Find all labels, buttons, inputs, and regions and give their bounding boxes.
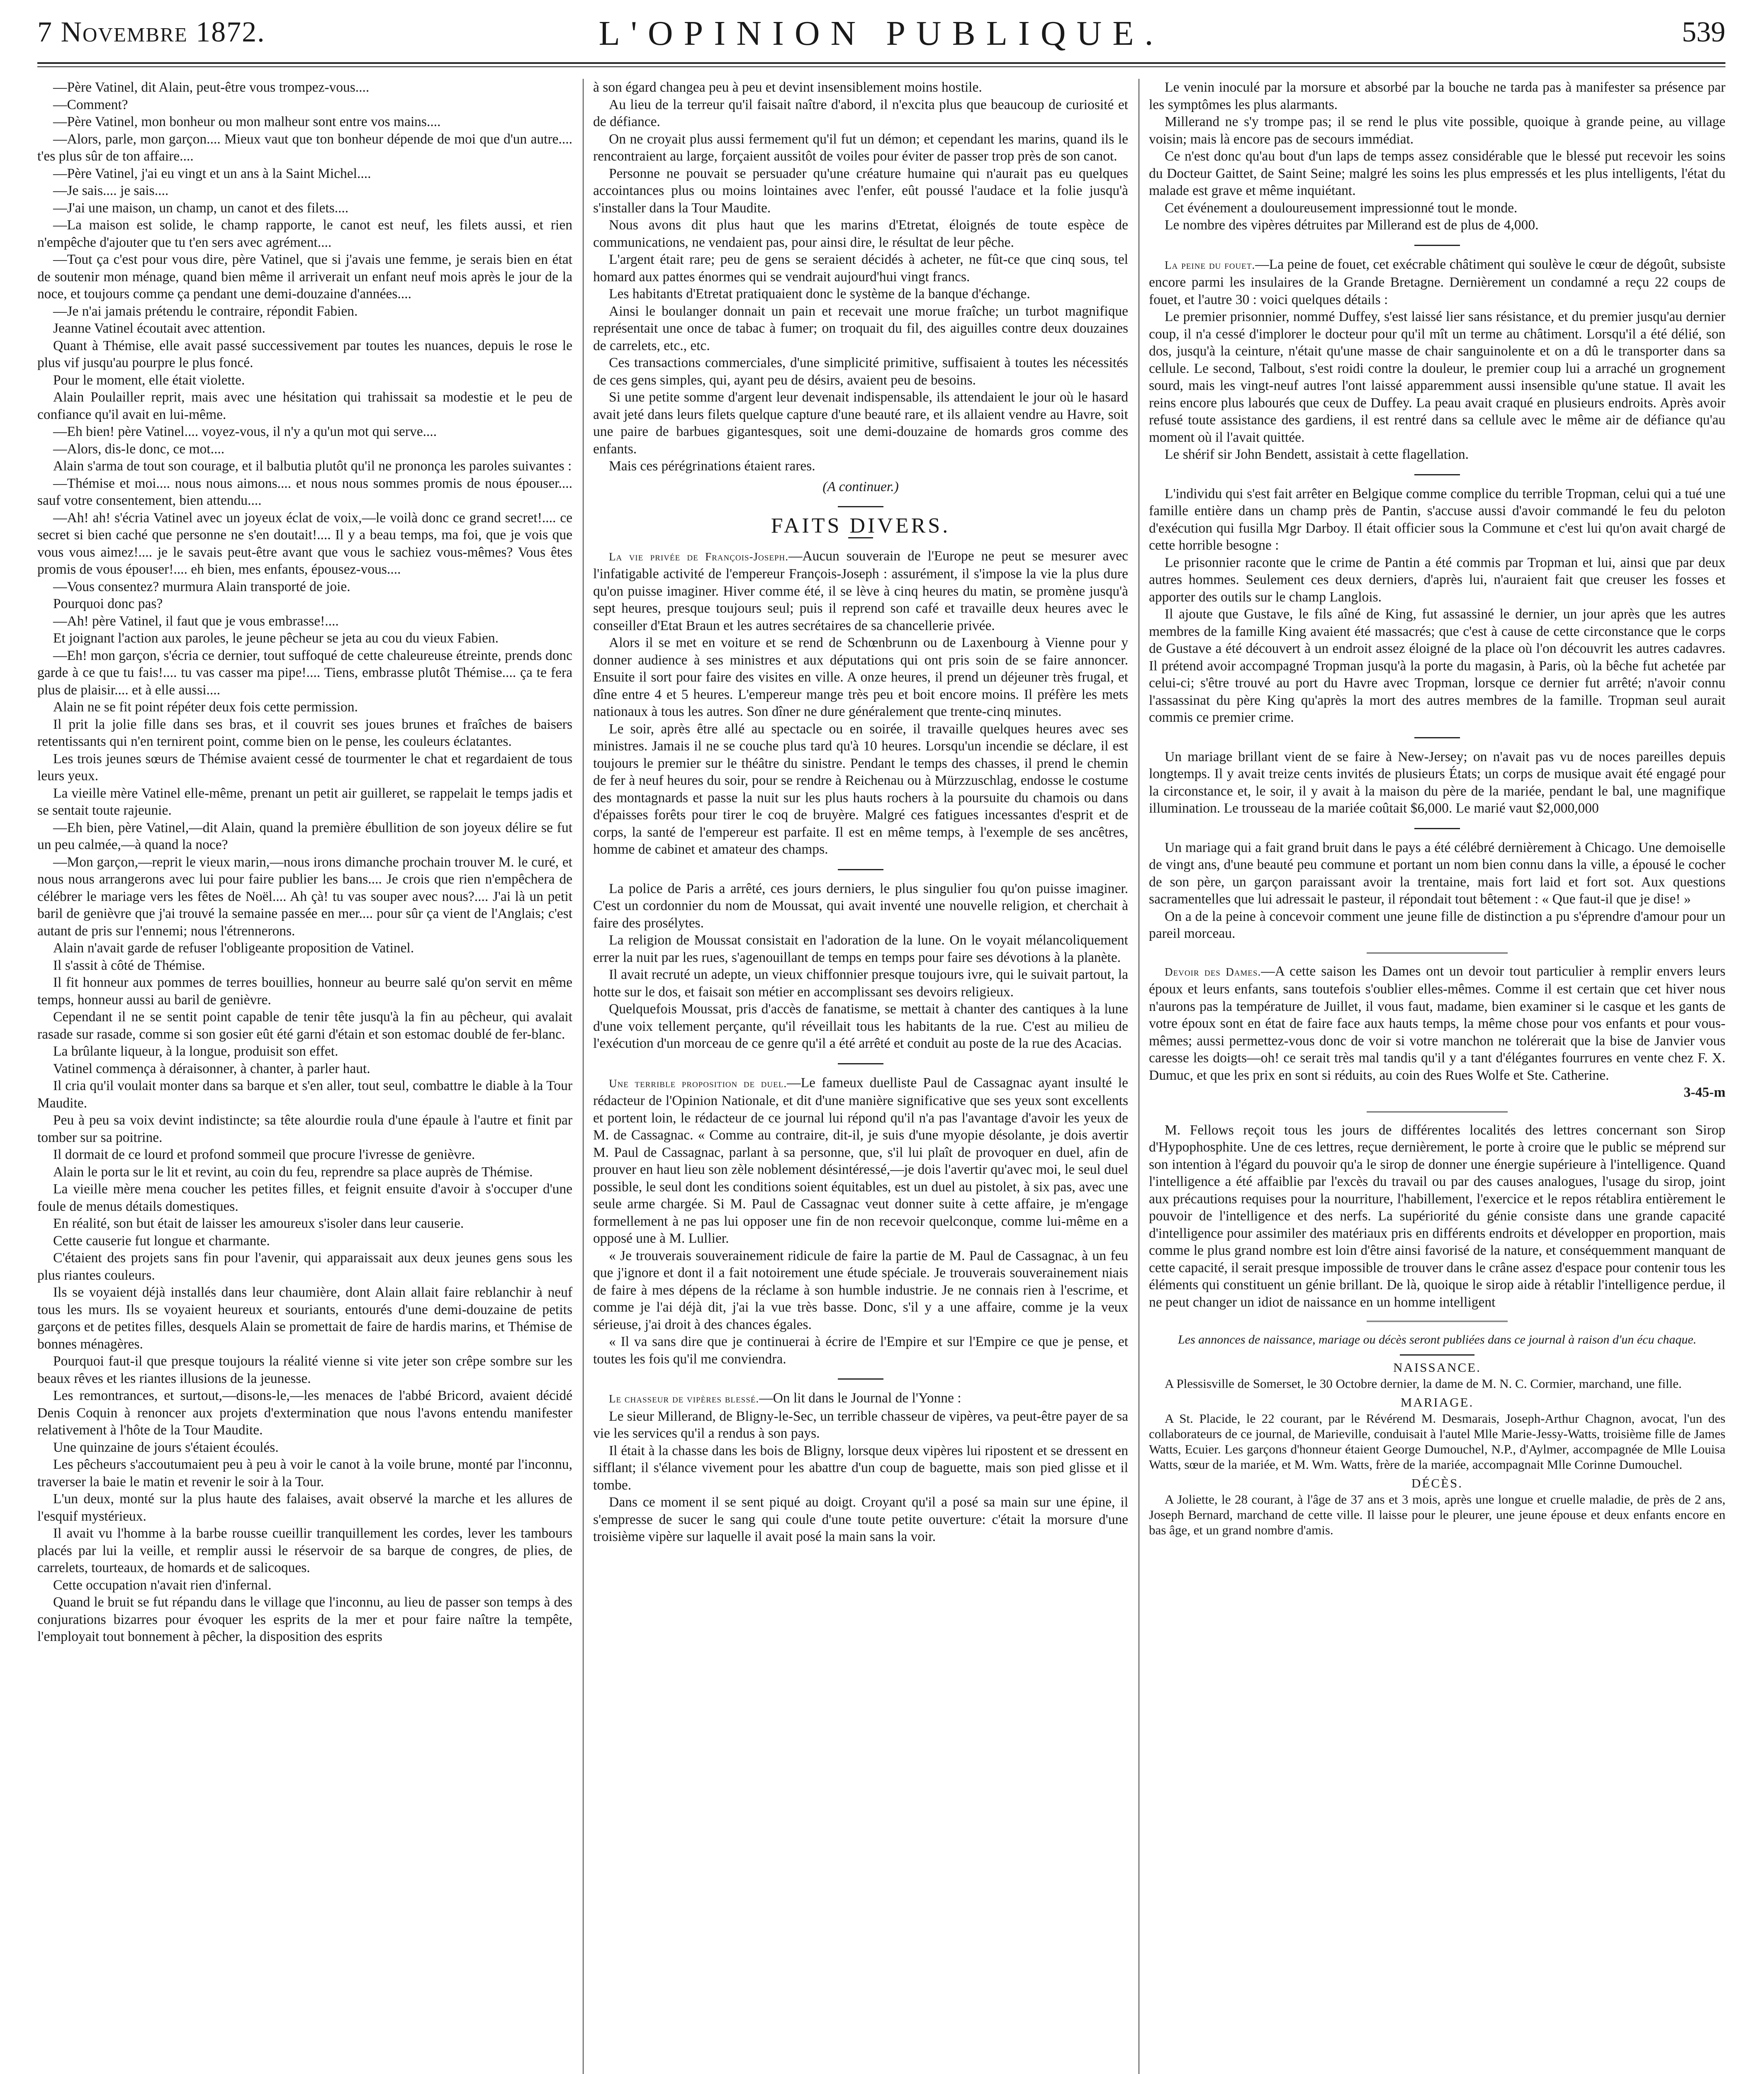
paragraph: —Ah! ah! s'écria Vatinel avec un joyeux éclat de voix,—le voilà donc ce grand secret!.... ce secret si bien caché que personne ne s'en doutait!.... Il y a beau temps, ma foi, que je vois que vous vous aimez!.... je le savais peut-être avant que vous le sachiez vous-mêmes? Vous êtes promis de vous épouser!.... eh bien, mes enfants, épousez-vous.... [37,510,572,577]
paragraph: Il était à la chasse dans les bois de Bligny, lorsque deux vipères lui ripostent et se dressent en sifflant; il s'élance vivement pour les abattre d'un coup de baguette, mais son pied glisse et il tombe. [593,1443,1128,1493]
paragraph: Les pêcheurs s'accoutumaient peu à peu à voir le canot à la voile brune, monté par l'inconnu, traverser la baie le matin et revenir le soir à la Tour. [37,1457,572,1490]
item-title: La peine du fouet. [1165,258,1255,271]
paragraph: Les habitants d'Etretat pratiquaient donc le système de la banque d'échange. [609,286,1030,302]
paragraph: L'individu qui s'est fait arrêter en Belgique comme complice du terrible Tropman, celui qui a tué une famille entière dans un champ près de Pantin, s'accuse aussi d'avoir commandé le feu du peloton d'exécution qui fusilla Mgr Darboy. Il était officier sous la Commune et c'est lui qu'on avait chargé de cette horrible besogne : [1149,486,1725,553]
item-separator [1367,1321,1508,1322]
paragraph: Il avait vu l'homme à la barbe rousse cueillir tranquillement les cordes, lever les tambours placés par lui la veille, et remplir aussi le réservoir de sa barque de congres, de plies, de carrelets, tourteaux, de homards et de salicoques. [37,1526,572,1575]
item-title: Une terrible proposition de duel. [609,1077,787,1090]
paragraph: Le soir, après être allé au spectacle ou en soirée, il travaille quelques heures avec ses ministres. Jamais il ne se couche plus tard qu'à 10 heures. Lorsqu'un incendie se déclare, il est toujours le premier sur le théâtre du sinistre. Pendant le temps des chasses, il prend le chemin de fer à neuf heures du soir, pour se rendre à Reichenau ou à Mürzzuschlag, endosse le costume des montagnards et passe la nuit sur les plus hauts rochers à la poursuite du chamois ou dans d'épaisses forêts pour tirer le coq de bruyère. Malgré ces fatigues incessantes d'esprit et de corps, la santé de l'empereur est parfaite. Il est en même temps, à l'exemple de ses ancêtres, homme de cabinet et amateur des champs. [593,721,1128,857]
paragraph: On ne croyait plus aussi fermement qu'il fut un démon; et cependant les marins, quand ils le rencontraient au large, forçaient aussitôt de voiles pour éviter de passer trop près de son canot. [593,131,1128,164]
birth-notice: A Plessisville de Somerset, le 30 Octobre dernier, la dame de M. N. C. Cormier, marchand, une fille. [1165,1376,1682,1391]
paragraph: Au lieu de la terreur qu'il faisait naître d'abord, il n'excita plus que beaucoup de curiosité et de défiance. [593,97,1128,129]
paragraph: « Je trouverais souverainement ridicule de faire la partie de M. Paul de Cassagnac, à un feu que j'ignore et dont il a fait notoirement une étude spéciale. Je trouverais souverainement niais de faire à mes dépens de la réclame à son humble industrie. Je ne connais rien à l'escrime, et comme je l'ai déjà dit, j'ai la vue très basse. Donc, s'il y a une affaire, comme je la veux sérieuse, j'ai droit à des chances égales. [593,1248,1128,1332]
paragraph: —Eh bien! père Vatinel.... voyez-vous, il n'y a qu'un mot qui serve.... [53,424,437,439]
paragraph: Quant à Thémise, elle avait passé successivement par toutes les nuances, depuis le rose le plus vif jusqu'au pourpre le plus foncé. [37,338,572,370]
paragraph: Quelquefois Moussat, pris d'accès de fanatisme, se mettait à chanter des cantiques à la lune d'une voix tellement perçante, qu'il réveillait tous les habitants de la rue. C'est au milieu de l'exécution d'un morceau de ce genre qu'il a été arrêté et conduit au poste de la rue des Acacias. [593,1001,1128,1051]
item-title: Devoir des Dames. [1165,965,1261,978]
paragraph: —Comment? [53,97,128,112]
paragraph: Le shérif sir John Bendett, assistait à cette flagellation. [1165,447,1469,462]
paragraph: En réalité, son but était de laisser les amoureux s'isoler dans leur causerie. [53,1216,464,1231]
page-number: 539 [1682,16,1725,48]
paragraph: Alain s'arma de tout son courage, et il balbutia plutôt qu'il ne prononça les paroles suivantes : [53,458,572,474]
paragraph: Ces transactions commerciales, d'une simplicité primitive, suffisaient à toutes les nécessités de ces gens simples, qui, ayant peu de désirs, avaient peu de besoins. [593,355,1128,388]
item-text: —On lit dans le Journal de l'Yonne : [759,1390,961,1406]
paragraph: Cette causerie fut longue et charmante. [53,1233,270,1249]
paragraph: Il prit la jolie fille dans ses bras, et il couvrit ses joues brunes et fraîches de baisers retentissants qui n'en ternirent point, comme bien on le pense, les couleurs éclatantes. [37,716,572,749]
item-separator [838,1378,883,1380]
item-text: —Aucun souverain de l'Europe ne peut se mesurer avec l'infatigable activité de l'empereur François-Joseph : assurément, il s'impose la vie la plus dure qu'on puisse imaginer. Hiver comme été, il se lève à cinq heures du matin, se promène jusqu'à sept heures, presque toujours seul; puis il reprend son café et travaille deux heures avec le conseiller d'Etat Braun et les autres secrétaires de sa chancellerie privée. [593,548,1128,633]
paragraph: La vieille mère Vatinel elle-même, prenant un petit air guilleret, se rappelait le temps jadis et se sentait toute rajeunie. [37,785,572,818]
item-separator [1367,952,1508,954]
paragraph: On a de la peine à concevoir comment une jeune fille de distinction a pu s'éprendre d'amour pour un pareil morceau. [1149,908,1725,941]
paragraph: La religion de Moussat consistait en l'adoration de la lune. On le voyait mélancoliquement errer la nuit par les rues, s'agenouillant de temps en temps pour faire ses dévotions à la planète. [593,932,1128,965]
paragraph: Pourquoi donc pas? [53,596,163,611]
column-divider [583,79,584,2074]
paragraph: —Vous consentez? murmura Alain transporté de joie. [53,579,350,594]
births-heading: NAISSANCE. [1393,1360,1481,1375]
paragraph: Jeanne Vatinel écoutait avec attention. [53,321,265,336]
paragraph: Il dormait de ce lourd et profond sommeil que procure l'ivresse de genièvre. [53,1147,475,1162]
paragraph: à son égard changea peu à peu et devint insensiblement moins hostile. [593,80,982,95]
paragraph: —Père Vatinel, j'ai eu vingt et un ans à la Saint Michel.... [53,166,371,181]
section-separator [838,506,883,507]
paragraph: —Père Vatinel, dit Alain, peut-être vous trompez-vous.... [53,80,370,95]
newspaper-title: L'OPINION PUBLIQUE. [599,14,1164,53]
paragraph: —Ah! père Vatinel, il faut que je vous embrasse!.... [53,613,339,629]
issue-date: 7 Novembre 1872. [37,16,265,48]
deaths-heading: DÉCÈS. [1411,1475,1463,1490]
paragraph: —Eh! mon garçon, s'écria ce dernier, tout suffoqué de cette chaleureuse étreinte, prends donc garde à ce que tu fais!.... tu vas casser ma pipe!.... Tiens, embrasse plutôt Thémise.... ça te fera plus de plaisir.... et à elle aussi.... [37,648,572,698]
paragraph: Si une petite somme d'argent leur devenait indispensable, ils attendaient le jour où le hasard avait jeté dans leurs filets quelque capture d'une beauté rare, et ils allaient vendre au Havre, soit une paire de barbues gigantesques, soit une demi-douzaine de homards gros comme des enfants. [593,389,1128,457]
paragraph: Il s'assit à côté de Thémise. [53,957,205,973]
paragraph: Une quinzaine de jours s'étaient écoulés. [53,1439,279,1455]
paragraph: —J'ai une maison, un champ, un canot et des filets.... [53,200,349,216]
paragraph: Personne ne pouvait se persuader qu'une créature humaine qui n'aurait pas eu quelques accointances plus ou moins lointaines avec l'enfer, eût poussé l'audace et la folie jusqu'à s'installer dans la Tour Maudite. [593,166,1128,216]
item-text: —La peine de fouet, cet exécrable châtiment qui soulève le cœur de dégoût, subsiste encore parmi les insulaires de la Grande Bretagne. Dernièrement un condamné a reçu 22 coups de fouet, et l'autre 30 : voici quelques détails : [1149,256,1725,307]
column-1 [37,79,572,2074]
masthead [37,8,1725,58]
item-title: La vie privée de François-Joseph. [609,550,788,563]
paragraph: —Tout ça c'est pour vous dire, père Vatinel, que si j'avais une femme, je serais bien en état de soutenir mon ménage, quand bien même il arriverait un enfant neuf mois après le jour de la noce, et toujours comme ça pendant une demi-douzaine d'années.... [37,252,572,302]
paragraph: —La maison est solide, le champ rapporte, le canot est neuf, les filets aussi, et rien n'empêche d'ajouter que tu t'en sers avec agrément.... [37,217,572,250]
paragraph: —Eh bien, père Vatinel,—dit Alain, quand la première ébullition de son joyeux délire se fut un peu calmée,—à quand la noce? [37,820,572,852]
paragraph: Le venin inoculé par la morsure et absorbé par la bouche ne tarda pas à manifester sa présence par les symptômes les plus alarmants. [1149,80,1725,112]
announcements [1149,1360,1725,1538]
paragraph: L'un deux, monté sur la plus haute des falaises, avait observé la marche et les allures de l'esquif mystérieux. [37,1491,572,1524]
item-separator [1414,474,1460,475]
paragraph: « Il va sans dire que je continuerai à écrire de l'Empire et sur l'Empire ce que je pense, et toutes les fois qu'il me conviendra. [593,1334,1128,1367]
paragraph: Millerand ne s'y trompe pas; il se rend le plus vite possible, quoique à grande peine, au village voisin; mais là encore pas de secours immédiat. [1149,114,1725,147]
paragraph: Mais ces pérégrinations étaient rares. [609,458,815,474]
paragraph: L'argent était rare; peu de gens se seraient décidés à acheter, ne fût-ce que cinq sous, tel homard aux pattes énormes qui se vendrait aujourd'hui vingt francs. [593,252,1128,285]
paragraph: —Je n'ai jamais prétendu le contraire, répondit Fabien. [53,303,358,319]
item-title: Le chasseur de vipères blessé. [609,1392,759,1405]
item-separator [1400,1354,1474,1356]
death-notice: A Joliette, le 28 courant, à l'âge de 37 ans et 3 mois, après une longue et cruelle maladie, de près de 2 ans, Joseph Bernard, marchand de cette ville. Il laisse pour le pleurer, une jeune épouse et deux enfants encore en bas âge, et un grand nombre d'amis. [1149,1492,1725,1537]
paragraph: Cette occupation n'avait rien d'infernal. [53,1577,272,1593]
item-separator [838,869,883,870]
paragraph: —Mon garçon,—reprit le vieux marin,—nous irons dimanche prochain trouver M. le curé, et nous nous arrangerons avec lui pour faire publier les bans.... Je crois que rien n'empêchera de célébrer le mariage vers les fêtes de Noël.... Ah çà! tu vas souper avec nous?.... J'ai là un petit baril de genièvre que j'ai trouvé la semaine passée en mer.... pour sûr ça vient de l'Anglais; c'est autant de pris sur l'ennemi; nous l'étrennerons. [37,854,572,939]
column-2 [593,79,1128,2074]
paragraph: Et joignant l'action aux paroles, le jeune pêcheur se jeta au cou du vieux Fabien. [53,630,499,646]
paragraph: Pour le moment, elle était violette. [53,372,245,388]
item-separator [1414,245,1460,246]
item-separator [1367,1111,1508,1112]
paragraph: Pourquoi faut-il que presque toujours la réalité vienne si vite jeter son crêpe sombre sur les beaux rêves et les riantes illusions de la jeunesse. [37,1353,572,1386]
paragraph: Peu à peu sa voix devint indistincte; sa tête alourdie roula d'une épaule à l'autre et finit par tomber sur sa poitrine. [37,1112,572,1145]
paragraph: La brûlante liqueur, à la longue, produisit son effet. [53,1044,338,1059]
paragraph: Alain ne se fit point répéter deux fois cette permission. [53,699,358,715]
paragraph: —Thémise et moi.... nous nous aimons.... et nous nous sommes promis de nous épouser.... sauf votre consentement, bien attendu.... [37,475,572,508]
item-text: —Le fameux duelliste Paul de Cassagnac ayant insulté le rédacteur de l'Opinion Nationale, et dit d'une manière significative que ses yeux sont excellents et portent loin, le rédacteur de ce journal lui répond qu'il n'a pas l'avantage d'avoir les yeux de M. de Cassagnac. « Comme au contraire, dit-il, je suis d'une myopie désolante, je dois avertir M. Paul de Cassagnac, parlant à sa personne, que, s'il lui plaît de provoquer en duel, afin de prouver en haut lieu son zèle noblement désintéressé,—je dois l'avertir qu'avec moi, le seul duel possible, le seul dont les conditions soient équitables, est un duel au pistolet, à six pas, avec une seule arme chargée. Si M. Paul de Cassagnac veut donner suite à cette affaire, je m'engage formellement à ne pas lui opposer une fin de non recevoir quelconque, comme lui-même en a opposé une à M. Lullier. [593,1075,1128,1246]
paragraph: Il cria qu'il voulait monter dans sa barque et s'en aller, tout seul, combattre le diable à la Tour Maudite. [37,1078,572,1111]
announcement-note: Les annonces de naissance, mariage ou décès seront publiées dans ce journal à raison d'un écu chaque. [1178,1333,1697,1346]
paragraph: M. Fellows reçoit tous les jours de différentes localités des lettres concernant son Sirop d'Hypophosphite. Une de ces lettres, reçue dernièrement, le porte à croire que le public se méprend sur son intention à l'égard du pouvoir qu'a le sirop de donner une énergie supérieure à l'intelligence. Quand l'intelligence a été affaiblie par l'excès du travail ou par des causes analogues, l'usage du sirop, joint aux précautions requises pour la nourriture, l'habillement, l'exercice et le repos rétablira entièrement le pouvoir de l'intelligence et des nerfs. La supériorité du génie consiste dans une grande capacité d'intelligence pour assimiler des matériaux pris en différents endroits et développer en proportion, mais comme le plus grand nombre est loin d'être ainsi favorisé de la nature, et conséquemment manquant de cette capacité, il serait presque impossible de trouver dans le crâne assez d'espace pour contenir tous les éléments qui constituent un génie brillant. De là, quoique le sirop aide à rétablir l'intelligence perdue, il ne peut changer un idiot de naissance en un homme intelligent [1149,1122,1725,1310]
paragraph: Un mariage qui a fait grand bruit dans le pays a été célébré dernièrement à Chicago. Une demoiselle de vingt ans, d'une beauté peu commune et portant un nom bien connu dans la ville, a épousé le cocher de son père, un garçon paraissant avoir la trentaine, mais fort laid et fort sot. Aux questions sacramentelles que lui adressait le pasteur, il répondait tout bêtement : « Que faut-il que je dise! » [1149,840,1725,907]
paragraph: Alors il se met en voiture et se rend de Schœnbrunn ou de Laxenbourg à Vienne pour y donner audience à ses ministres et aux députations qui ont pris soin de se faire annoncer. Ensuite il sort pour faire des visites en ville. A onze heures, il prend un déjeuner très frugal, et dîne entre 4 et 5 heures. L'empereur mange très peu et boit encore moins. Il préfère les mets nationaux à tous les autres. Son dîner ne dure généralement que trente-cinq minutes. [593,635,1128,719]
paragraph: Le nombre des vipères détruites par Millerand est de plus de 4,000. [1165,217,1539,233]
paragraph: Ce n'est donc qu'au bout d'un laps de temps assez considérable que le blessé put recevoir les soins du Docteur Gaittet, de Saint Seine; malgré les soins les plus empressés et les plus intelligents, l'état du malade est grave et même inquiétant. [1149,148,1725,198]
paragraph: Alain Poulailler reprit, mais avec une hésitation qui trahissait sa modestie et le peu de confiance qu'il avait en lui-même. [37,389,572,422]
paragraph: C'étaient des projets sans fin pour l'avenir, qui apparaissait aux deux jeunes gens sous les plus riantes couleurs. [37,1250,572,1283]
paragraph: Les remontrances, et surtout,—disons-le,—les menaces de l'abbé Bricord, avaient décidé Denis Coquin à renoncer aux projets d'extermination que nous l'avons entendu manifester relativement à l'hôte de la Tour Maudite. [37,1388,572,1438]
paragraph: Le premier prisonnier, nommé Duffey, s'est laissé lier sans résistance, et du premier jusqu'au dernier coup, il n'a cessé d'implorer le docteur pour qu'il mît un terme au châtiment. Lorsqu'il a été délié, son dos, jusqu'à la ceinture, n'était qu'une masse de chair sanguinolente et on a dû le transporter dans sa cellule. Le second, Talbout, s'est roidi contre la douleur, le premier coup lui a arraché un grognement sourd, mais les vingt-neuf autres l'ont laissé apparemment aussi insensible qu'une statue. Il avait les reins encore plus labourés que ceux de Duffey. La peau avait craqué en plusieurs endroits. Après avoir refusé toute assistance des gardiens, il est rentré dans sa cellule avec le même air de défiance qu'au moment où il l'avait quittée. [1149,309,1725,445]
paragraph: La police de Paris a arrêté, ces jours derniers, le plus singulier fou qu'on puisse imaginer. C'est un cordonnier du nom de Moussat, qui avait inventé une nouvelle religion, et cherchait à faire des prosélytes. [593,881,1128,931]
paragraph: Quand le bruit se fut répandu dans le village que l'inconnu, au lieu de passer son temps à des conjurations bizarres pour évoquer les esprits de la mer et pour faire naître la tempête, l'employait tout bonnement à pêcher, la disposition des esprits [37,1594,572,1644]
paragraph: Ils se voyaient déjà installés dans leur chaumière, dont Alain allait faire reblanchir à neuf tous les murs. Ils se voyaient heureux et souriants, entourés d'une demi-douzaine de petits garçons et de petites filles, desquels Alain se promettait de faire de hardis marins, et Thémise de bonnes ménagères. [37,1285,572,1352]
paragraph: Il avait recruté un adepte, un vieux chiffonnier presque toujours ivre, qui le suivait partout, la hotte sur le dos, et faisait son métier en accomplissant ses devoirs religieux. [593,967,1128,1000]
continuation-note: (A continuer.) [822,479,899,494]
paragraph: Les trois jeunes sœurs de Thémise avaient cessé de tourmenter le chat et regardaient de tous leurs yeux. [37,751,572,784]
paragraph: Dans ce moment il se sent piqué au doigt. Croyant qu'il a posé sa main sur une épine, il s'empresse de sucer le sang qui coule d'une toute petite ouverture: c'était la morsure d'une troisième vipère sur laquelle il avait posé la main sans la voir. [593,1495,1128,1544]
paragraph: Il fit honneur aux pommes de terres bouillies, honneur au beurre salé qu'on servit en même temps, honneur aussi au baril de genièvre. [37,975,572,1008]
paragraph: La vieille mère mena coucher les petites filles, et feignit ensuite d'avoir à s'occuper d'une foule de menus détails domestiques. [37,1181,572,1214]
paragraph: Un mariage brillant vient de se faire à New-Jersey; on n'avait pas vu de noces pareilles depuis longtemps. Il y avait treize cents invités de plusieurs États; un corps de musique avait été engagé pour la circonstance et, le soir, il y avait à la maison du père de la mariée, pendant le bal, une magnifique illumination. Le trousseau de la mariée coûtait $6,000. Le marié vaut $2,000,000 [1149,749,1725,816]
paragraph: Le prisonnier raconte que le crime de Pantin a été commis par Tropman et lui, ainsi que par deux autres hommes. Seulement ces deux derniers, d'après lui, n'auraient fait que creuser les fosses et apporter des outils sur le champ Langlois. [1149,555,1725,605]
ad-reference: 3-45-m [1684,1085,1725,1100]
marriage-heading: MARIAGE. [1400,1395,1474,1409]
marriage-notice: A St. Placide, le 22 courant, par le Révérend M. Desmarais, Joseph-Arthur Chagnon, avocat, l'un des collaborateurs de ce journal, de Marieville, conduisait à l'autel Mlle Marie-Jessy-Watts, troisième fille de James Watts, Ecuier. Les garçons d'honneur étaient George Dumouchel, N.P., d'Aylmer, accompagnée de Mlle Louisa Watts, sœur de la mariée, et M. Wm. Watts, frère de la mariée, accompagnait Mlle Corinne Dumouchel. [1149,1411,1725,1472]
paragraph: —Père Vatinel, mon bonheur ou mon malheur sont entre vos mains.... [53,114,441,129]
paragraph: —Alors, dis-le donc, ce mot.... [53,441,225,457]
paragraph: Cet événement a douloureusement impressionné tout le monde. [1165,200,1518,216]
paragraph: Alain le porta sur le lit et revint, au coin du feu, reprendre sa place auprès de Thémise. [53,1164,533,1180]
item-separator [1414,828,1460,829]
paragraph: Ainsi le boulanger donnait un pain et recevait une morue fraîche; un turbot magnifique représentait une once de tabac à fumer; on troquait du fil, des aiguilles contre deux douzaines de carrelets, etc., etc. [593,303,1128,353]
item-separator [838,1063,883,1064]
column-3 [1149,79,1725,2074]
paragraph: —Alors, parle, mon garçon.... Mieux vaut que ton bonheur dépende de moi que d'un autre.... t'es plus sûr de ton affaire.... [37,131,572,164]
paragraph: Vatinel commença à déraisonner, à chanter, à parler haut. [53,1061,370,1076]
paragraph: —Je sais.... je sais.... [53,183,169,198]
header-rule-thin [37,66,1725,67]
header-rule [37,62,1725,64]
paragraph: Alain n'avait garde de refuser l'obligeante proposition de Vatinel. [53,940,414,956]
paragraph: Le sieur Millerand, de Bligny-le-Sec, un terrible chasseur de vipères, va peut-être payer de sa vie les services qu'il a rendus à son pays. [593,1408,1128,1441]
paragraph: Il ajoute que Gustave, le fils aîné de King, fut assassiné le dernier, un jour après que les autres membres de la famille King avaient été massacrés; que c'est à cause de cette circonstance que le corps de Gustave a été découvert à un endroit assez éloigné de la place où l'on découvrit les autres cadavres. Il prétend avoir accompagné Tropman jusqu'à la porte du magasin, à Paris, où la bêche fut achetée par celui-ci; s'être trouvé au port du Havre avec Tropman, lorsque ce dernier fut arrêté; n'avoir connu l'assassinat du père King qu'après la mort des autres membres de la famille. Tropman seul aurait commis ce premier crime. [1149,606,1725,725]
paragraph: Nous avons dit plus haut que les marins d'Etretat, éloignés de toute espèce de communications, ne vendaient pas, pour ainsi dire, le résultat de leur pêche. [593,217,1128,250]
section-heading: FAITS DIVERS. [771,514,951,538]
paragraph: Cependant il ne se sentit point capable de tenir tête jusqu'à la fin au pêcheur, qui avalait rasade sur rasade, comme si son gosier eût été garni d'étain et son estomac doublé de fer-blanc. [37,1009,572,1042]
item-text: —A cette saison les Dames ont un devoir tout particulier à remplir envers leurs époux et leurs enfants, sans toutefois s'oublier elles-mêmes. Comme il est certain que cet hiver nous n'aurons pas la température de Juillet, il vous faut, madame, bien examiner si le casque et les gants de votre époux sont en état de faire face aux hauts temps, la même chose pour vos enfants et pour vous-mêmes; aussi permettez-vous donc de voir si votre manchon ne tolérerait que la bise de Janvier vous caresse les doigts—oh! ce serait très mal tandis qu'il y a tant d'élégantes fourrures en vente chez F. X. Dumuc, et que les prix en sont si réduits, au coin des Rues Wolfe et Ste. Catherine. [1149,963,1725,1083]
item-separator [1414,737,1460,738]
